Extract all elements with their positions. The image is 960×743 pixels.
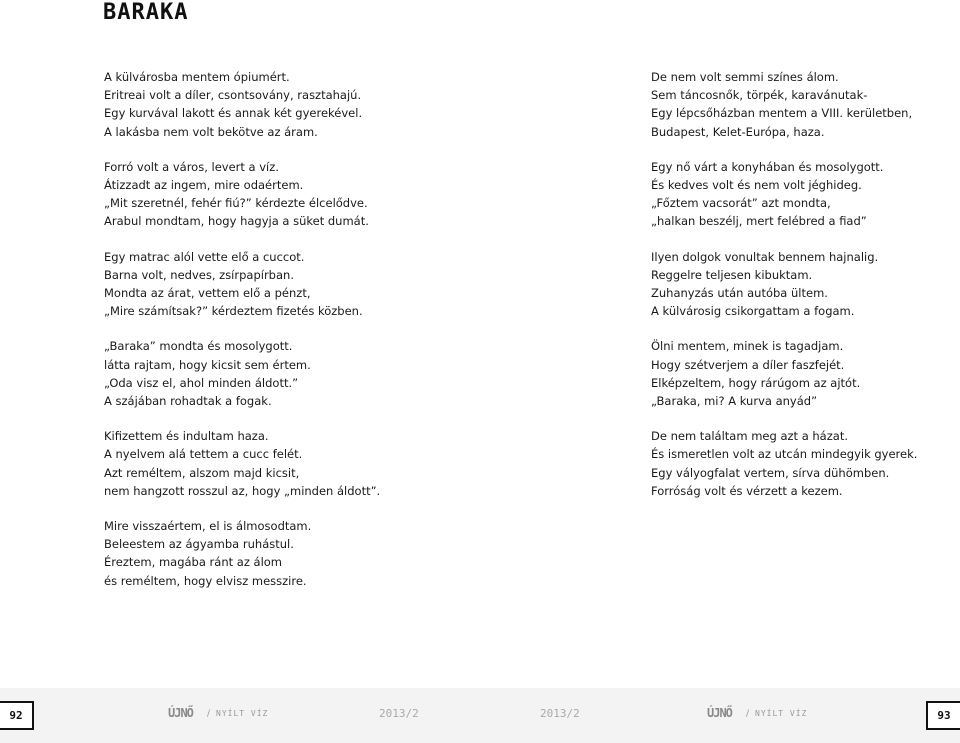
stanza	[651, 427, 951, 500]
poem-line: Éreztem, magába ránt az álom	[104, 555, 282, 570]
issue-year-right: 2013/2	[540, 707, 580, 720]
stanza	[651, 248, 951, 321]
poem-line: látta rajtam, hogy kicsit sem értem.	[104, 357, 311, 372]
stanza	[651, 337, 951, 410]
poem-line: Mire visszaértem, el is álmosodtam.	[104, 519, 312, 534]
section-label-right: NYÍLT VÍZ	[755, 709, 808, 718]
poem-line: Kifizettem és indultam haza.	[104, 429, 269, 444]
poem-title: BARAKA	[103, 0, 189, 25]
poem-line: Hogy szétverjem a díler faszfejét.	[651, 357, 845, 372]
footer-slash-left: /	[207, 709, 211, 719]
poem-line: „halkan beszélj, mert felébred a fiad”	[651, 214, 867, 229]
magazine-logo-right: ÚJNŐ	[707, 706, 732, 720]
poem-line: Beleestem az ágyamba ruhástul.	[104, 537, 294, 552]
footer-slash-right: /	[746, 709, 750, 719]
poem-line: Egy vályogfalat vertem, sírva dühömben.	[651, 465, 890, 480]
poem-line: „Főztem vacsorát” azt mondta,	[651, 196, 831, 211]
poem-line: Ilyen dolgok vonultak bennem hajnalig.	[651, 249, 879, 264]
stanza	[104, 517, 434, 590]
poem-line: „Baraka” mondta és mosolygott.	[104, 339, 293, 354]
page-number-right: 93	[926, 701, 960, 730]
footer-band	[0, 688, 960, 743]
poem-line: nem hangzott rosszul az, hogy „minden áldott”.	[104, 483, 381, 498]
poem-line: Ölni mentem, minek is tagadjam.	[651, 339, 844, 354]
stanza	[651, 158, 951, 231]
poem-line: Barna volt, nedves, zsírpapírban.	[104, 267, 294, 282]
right-column	[651, 68, 951, 517]
left-column	[104, 68, 434, 607]
poem-line: De nem volt semmi színes álom.	[651, 70, 839, 84]
poem-line: A szájában rohadtak a fogak.	[104, 394, 272, 409]
poem-line: A lakásba nem volt bekötve az áram.	[104, 124, 318, 139]
poem-line: Reggelre teljesen kibuktam.	[651, 267, 813, 282]
poem-line: Mondta az árat, vettem elő a pénzt,	[104, 286, 311, 301]
magazine-logo-left: ÚJNŐ	[168, 706, 193, 720]
poem-line: Egy lépcsőházban mentem a VIII. kerületben,	[651, 106, 913, 121]
poem-line: „Oda visz el, ahol minden áldott.”	[104, 375, 299, 390]
issue-year-left: 2013/2	[379, 707, 419, 720]
poem-line: Egy kurvával lakott és annak két gyerekével.	[104, 106, 363, 121]
poem-line: Eritreai volt a díler, csontsovány, rasztahajú.	[104, 88, 362, 103]
poem-line: „Baraka, mi? A kurva anyád”	[651, 394, 818, 409]
poem-line: A külvárosba mentem ópiumért.	[104, 70, 290, 84]
poem-line: „Mire számítsak?” kérdeztem fizetés közben.	[104, 304, 363, 319]
stanza	[104, 427, 434, 500]
stanza	[104, 337, 434, 410]
section-label-left: NYÍLT VÍZ	[216, 709, 269, 718]
poem-line: A nyelvem alá tettem a cucc felét.	[104, 447, 303, 462]
poem-line: Forróság volt és vérzett a kezem.	[651, 483, 843, 498]
stanza	[651, 68, 951, 141]
poem-line: Átizzadt az ingem, mire odaértem.	[104, 178, 304, 193]
page-footer	[0, 688, 960, 743]
poem-line: Elképzeltem, hogy rárúgom az ajtót.	[651, 375, 861, 390]
poem-line: És kedves volt és nem volt jéghideg.	[651, 178, 862, 193]
page-number-left: 92	[0, 701, 34, 730]
poem-line: Egy nő várt a konyhában és mosolygott.	[651, 159, 884, 174]
poem-line: „Mit szeretnél, fehér fiú?” kérdezte élcelődve.	[104, 196, 368, 211]
poem-line: Budapest, Kelet-Európa, haza.	[651, 124, 825, 139]
stanza	[104, 68, 434, 141]
stanza	[104, 248, 434, 321]
poem-line: De nem találtam meg azt a házat.	[651, 429, 848, 444]
poem-line: és reméltem, hogy elvisz messzire.	[104, 573, 307, 588]
poem-line: A külvárosig csikorgattam a fogam.	[651, 304, 855, 319]
poem-line: Arabul mondtam, hogy hagyja a süket dumát.	[104, 214, 369, 229]
poem-line: Zuhanyzás után autóba ültem.	[651, 286, 828, 301]
stanza	[104, 158, 434, 231]
poem-line: Sem táncosnők, törpék, karavánutak-	[651, 88, 868, 103]
poem-line: És ismeretlen volt az utcán mindegyik gyerek.	[651, 447, 918, 462]
poem-line: Azt reméltem, alszom majd kicsit,	[104, 465, 300, 480]
poem-line: Forró volt a város, levert a víz.	[104, 159, 279, 174]
poem-line: Egy matrac alól vette elő a cuccot.	[104, 249, 305, 264]
